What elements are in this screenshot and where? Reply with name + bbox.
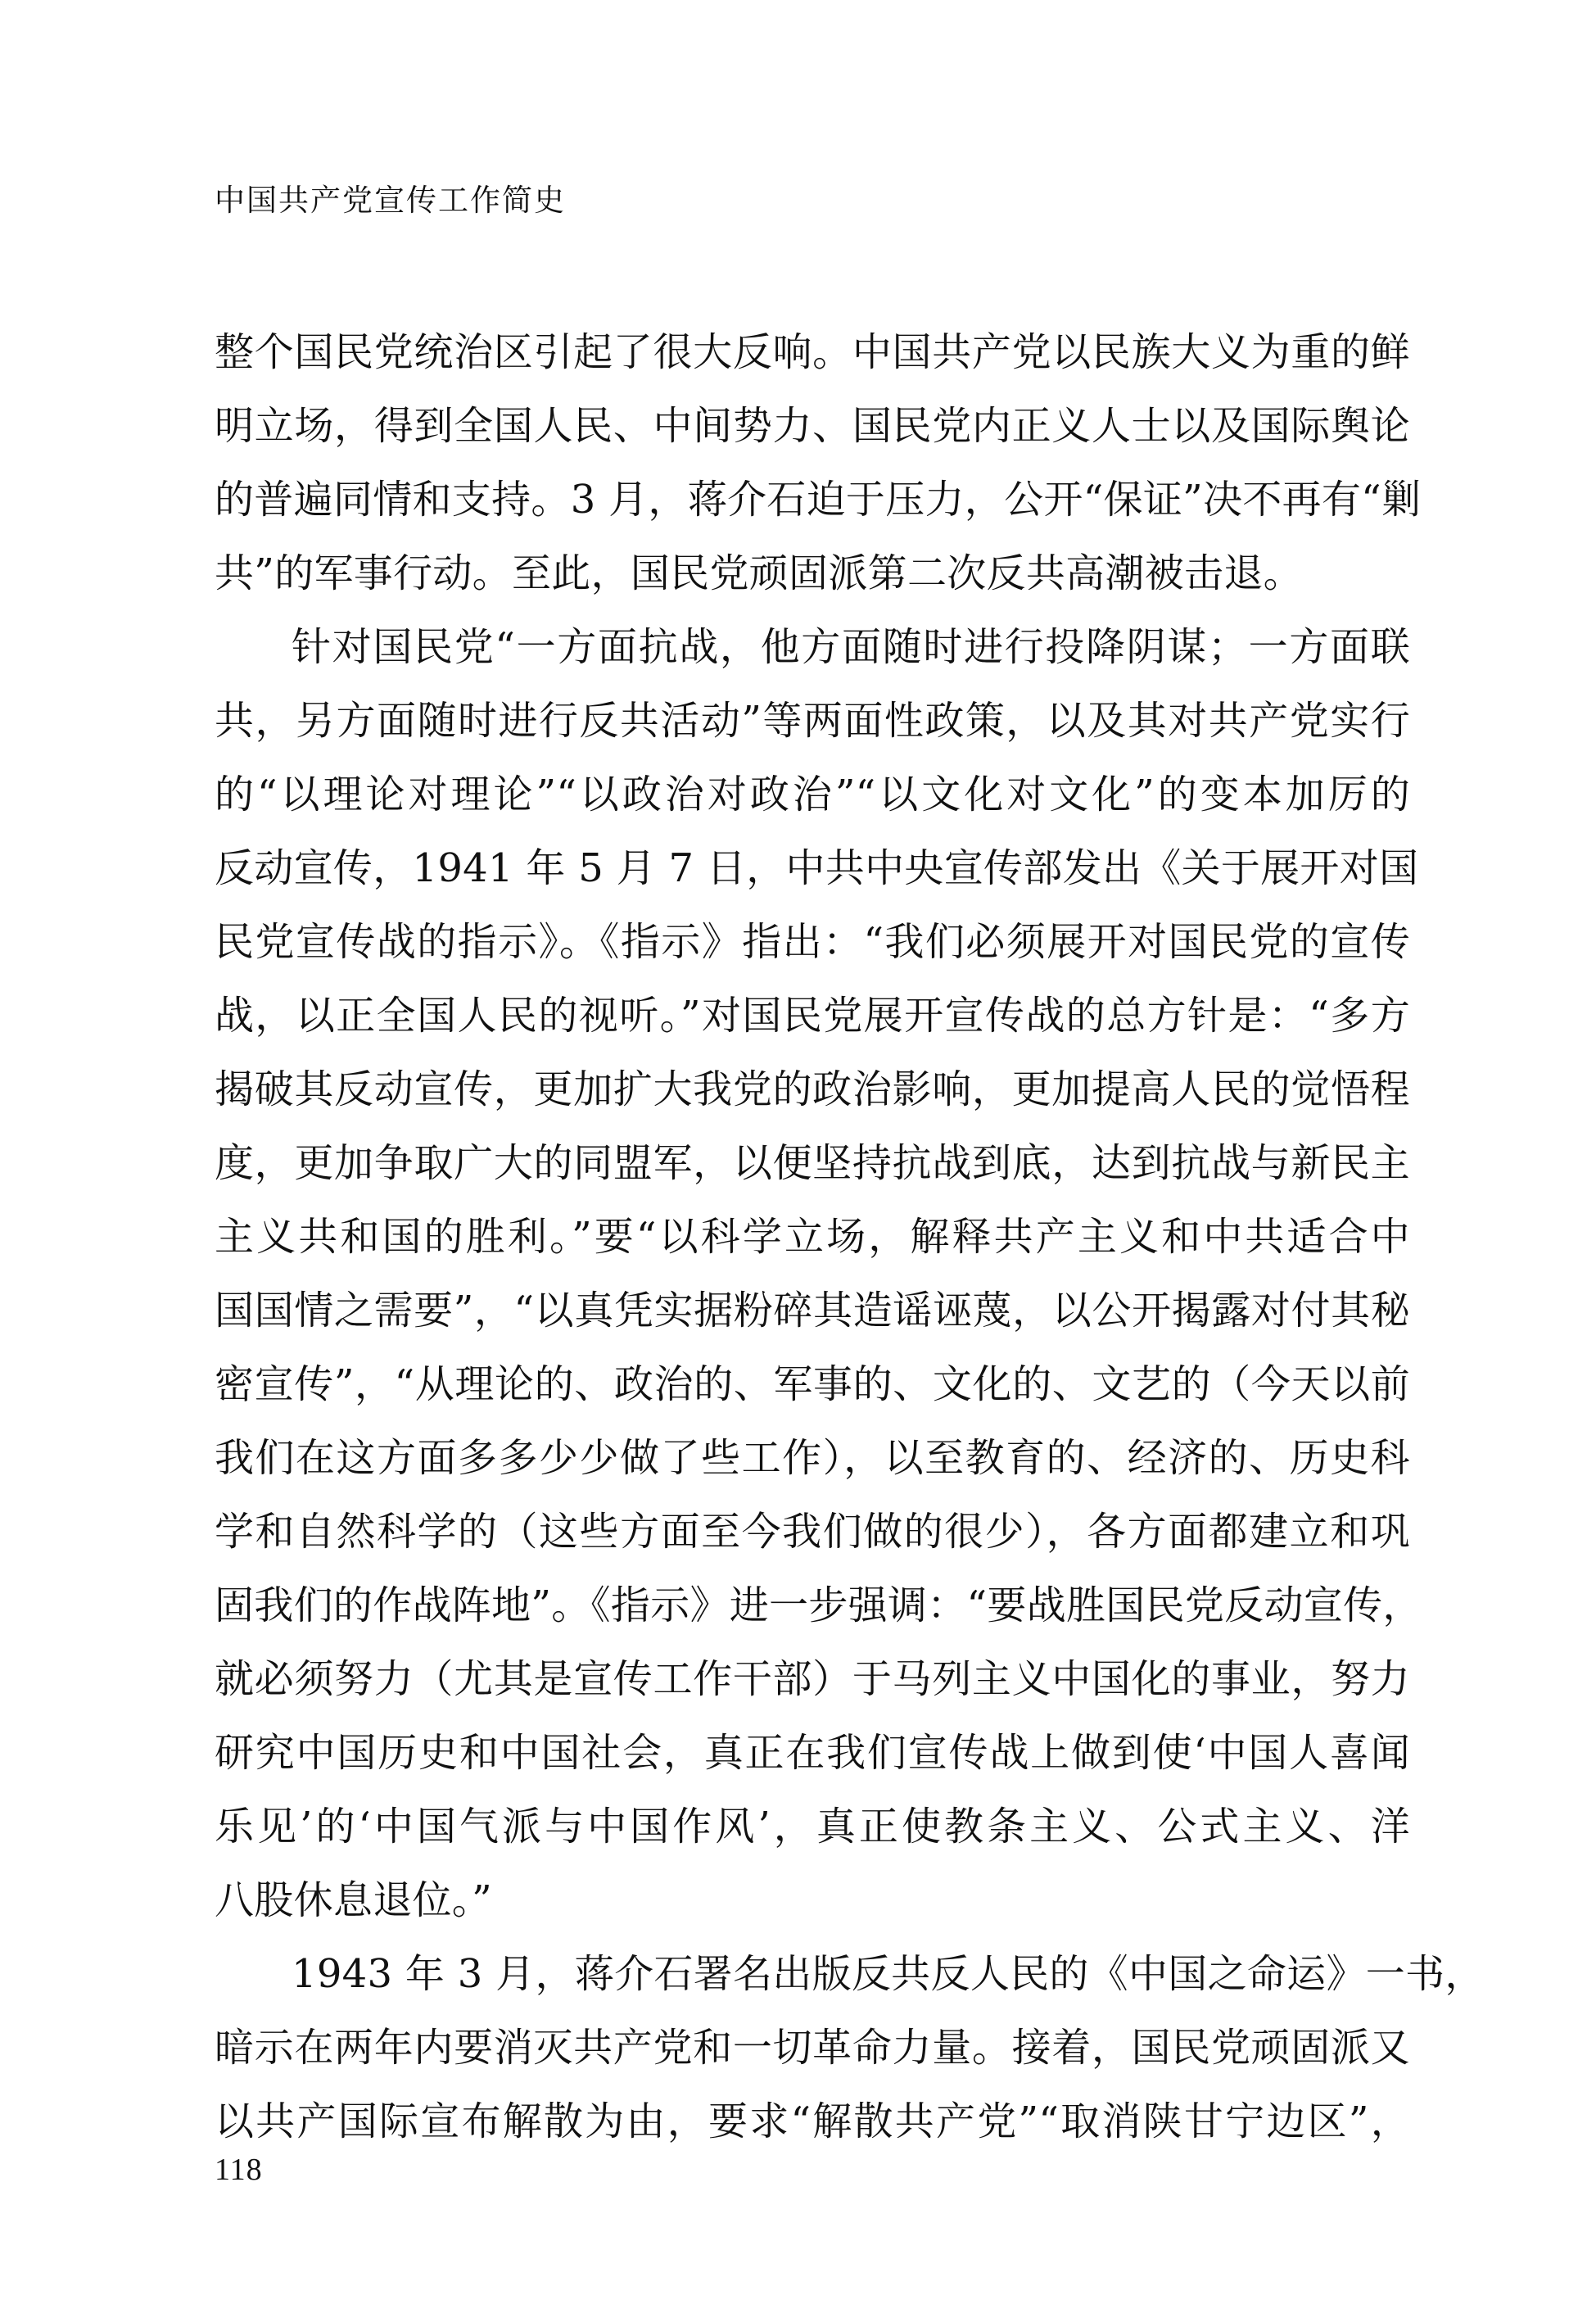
text-line: 固我们的作战阵地”。《指示》进一步强调：“要战胜国民党反动宣传， xyxy=(215,1582,1422,1628)
text-line: 针对国民党“一方面抗战，他方面随时进行投降阴谋；一方面联 xyxy=(292,624,1410,670)
text-line: 共”的军事行动。至此，国民党顽固派第二次反共高潮被击退。 xyxy=(215,550,1303,596)
text-line: 反动宣传，1941 年 5 月 7 日，中共中央宣传部发出《关于展开对国 xyxy=(215,845,1419,891)
text-line: 共，另方面随时进行反共活动”等两面性政策，以及其对共产党实行 xyxy=(215,698,1410,744)
text-line: 研究中国历史和中国社会，真正在我们宣传战上做到使‘中国人喜闻 xyxy=(215,1730,1410,1776)
text-line: 乐见’的‘中国气派与中国作风’，真正使教条主义、公式主义、洋 xyxy=(215,1804,1410,1849)
running-header-title: 中国共产党宣传工作简史 xyxy=(215,183,566,218)
text-line: 的普遍同情和支持。3 月，蒋介石迫于压力，公开“保证”决不再有“剿 xyxy=(215,477,1422,523)
text-line: 学和自然科学的（这些方面至今我们做的很少），各方面都建立和巩 xyxy=(215,1509,1410,1555)
text-line: 战，以正全国人民的视听。”对国民党展开宣传战的总方针是：“多方 xyxy=(215,993,1410,1039)
text-line: 揭破其反动宣传，更加扩大我党的政治影响，更加提高人民的觉悟程 xyxy=(215,1066,1410,1112)
text-line: 明立场，得到全国人民、中间势力、国民党内正义人士以及国际舆论 xyxy=(215,403,1410,449)
text-line: 的“以理论对理论”“以政治对政治”“以文化对文化”的变本加厉的 xyxy=(215,772,1410,817)
text-line: 主义共和国的胜利。”要“以科学立场，解释共产主义和中共适合中 xyxy=(215,1214,1410,1260)
text-line: 整个国民党统治区引起了很大反响。中国共产党以民族大义为重的鲜 xyxy=(215,329,1410,375)
text-line: 国国情之需要”，“以真凭实据粉碎其造谣诬蔑，以公开揭露对付其秘 xyxy=(215,1288,1410,1333)
text-line: 就必须努力（尤其是宣传工作干部）于马列主义中国化的事业，努力 xyxy=(215,1656,1410,1702)
text-line: 我们在这方面多多少少做了些工作），以至教育的、经济的、历史科 xyxy=(215,1435,1410,1481)
text-line: 度，更加争取广大的同盟军，以便坚持抗战到底，达到抗战与新民主 xyxy=(215,1140,1410,1186)
text-line: 1943 年 3 月，蒋介石署名出版反共反人民的《中国之命运》一书， xyxy=(292,1951,1485,1997)
page-number: 118 xyxy=(215,2153,263,2187)
body-text xyxy=(215,315,1485,2158)
text-line: 以共产国际宣布解散为由，要求“解散共产党”“取消陕甘宁边区”， xyxy=(215,2098,1410,2144)
text-line: 八股休息退位。” xyxy=(215,1877,492,1923)
text-line: 暗示在两年内要消灭共产党和一切革命力量。接着，国民党顽固派又 xyxy=(215,2025,1410,2071)
text-line: 密宣传”，“从理论的、政治的、军事的、文化的、文艺的（今天以前 xyxy=(215,1361,1410,1407)
text-line: 民党宣传战的指示》。《指示》指出：“我们必须展开对国民党的宣传 xyxy=(215,919,1410,965)
